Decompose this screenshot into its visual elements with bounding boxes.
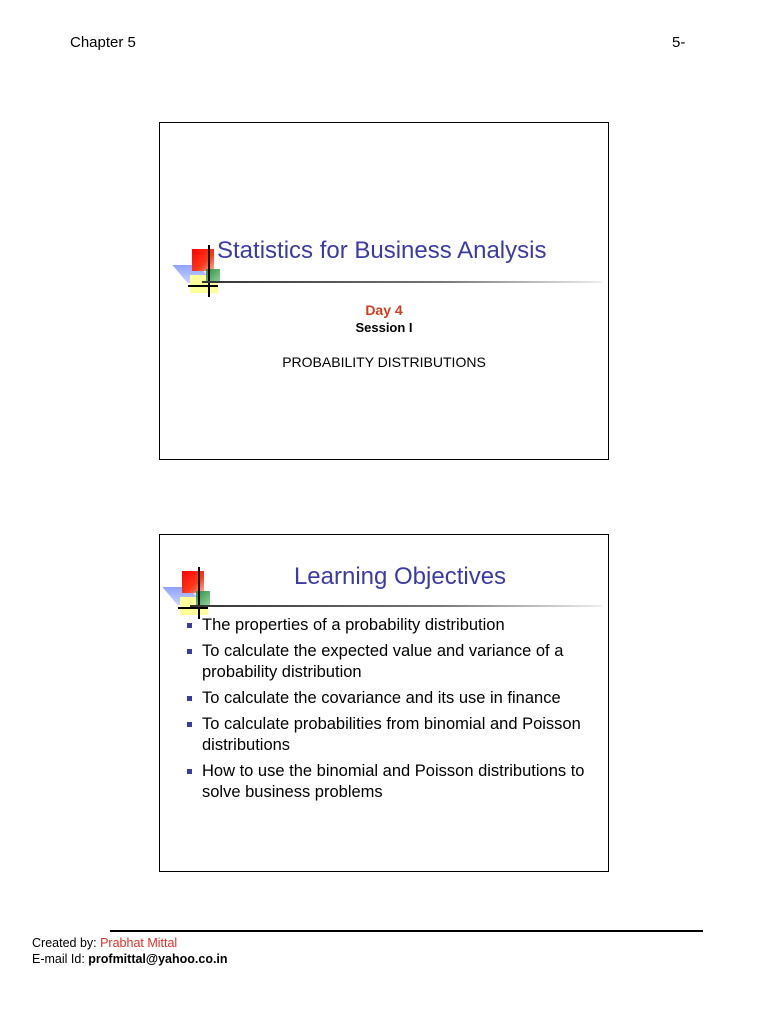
bullet-icon <box>187 649 192 654</box>
objective-text: How to use the binomial and Poisson distributions to solve business problems <box>202 762 585 801</box>
bullet-icon <box>187 769 192 774</box>
footer-email <box>32 952 228 966</box>
email-address: profmittal@yahoo.co.in <box>88 952 228 966</box>
list-item <box>186 714 596 756</box>
title-underline <box>202 281 602 283</box>
session-label: Session I <box>355 320 413 335</box>
day-label: Day 4 <box>365 302 403 318</box>
objective-text: To calculate the covariance and its use in finance <box>202 689 561 707</box>
page-number: 5- <box>672 34 686 51</box>
list-item <box>186 761 596 803</box>
list-item <box>186 641 596 683</box>
footer-divider <box>110 930 703 932</box>
list-item <box>186 688 596 709</box>
slide-title: Learning Objectives <box>293 563 507 590</box>
bullet-icon <box>187 623 192 628</box>
footer-credit <box>32 936 177 950</box>
objective-text: To calculate the expected value and variance of a probability distribution <box>202 642 564 681</box>
objective-text: The properties of a probability distribution <box>202 616 505 634</box>
author-name: Prabhat Mittal <box>100 936 178 950</box>
email-label: E-mail Id: <box>32 952 89 966</box>
bullet-icon <box>187 696 192 701</box>
title-underline <box>190 605 602 607</box>
bullet-icon <box>187 722 192 727</box>
slide-title: Statistics for Business Analysis <box>217 237 547 264</box>
slide-objectives <box>159 534 609 872</box>
list-item <box>186 615 596 636</box>
topic-label: PROBABILITY DISTRIBUTIONS <box>282 354 486 370</box>
chapter-label: Chapter 5 <box>70 34 136 51</box>
objectives-list <box>186 615 596 808</box>
slide-title-card <box>159 122 609 460</box>
created-by-label: Created by: <box>32 936 101 950</box>
objective-text: To calculate probabilities from binomial and Poisson distributions <box>202 715 581 754</box>
